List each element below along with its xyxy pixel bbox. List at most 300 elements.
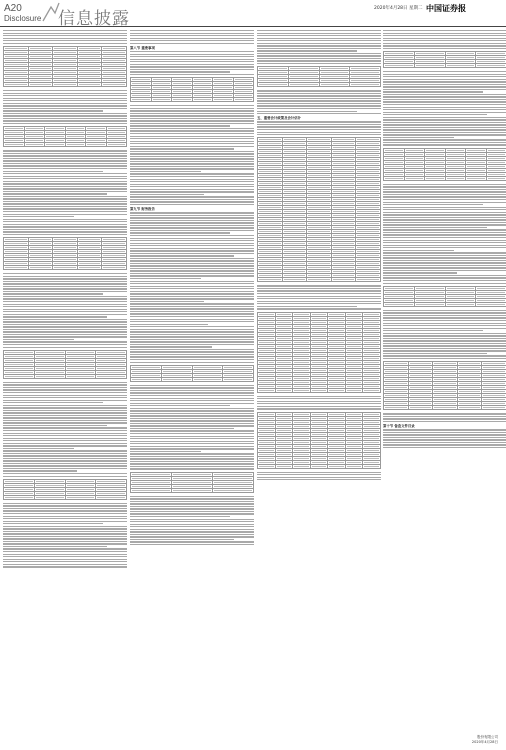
text-line [383,104,506,105]
text-line [3,168,127,169]
text-line [130,316,254,317]
text-line [257,298,381,299]
text-line [257,124,381,125]
data-table [3,46,127,87]
text-line [130,506,254,507]
text-line [130,227,254,228]
text-line [130,33,254,34]
text-line [130,168,254,169]
text-line [130,146,254,147]
data-table [3,479,127,500]
section-heading: 第八节 重要事项 [130,46,155,50]
text-line [3,476,127,477]
table-cell [96,495,127,499]
text-line [257,403,381,404]
table-cell [433,406,458,410]
text-line [383,204,483,205]
table-row [384,176,506,180]
text-line [3,566,127,567]
text-line [383,194,506,195]
table-cell [457,406,482,410]
text-line [130,59,254,60]
text-line [383,207,506,208]
table-cell [53,266,78,270]
text-line [383,112,506,113]
text-line [130,273,254,274]
text-line [3,513,127,514]
text-line [257,134,381,135]
text-line [130,334,254,335]
text-line [3,171,103,172]
table-cell [356,278,381,282]
text-line [3,278,127,279]
table-cell [384,406,409,410]
text-line [3,420,127,421]
text-line [130,418,254,419]
text-line [130,433,254,434]
text-line [130,526,254,527]
text-line [3,103,127,104]
data-table [3,350,127,379]
table-cell [363,388,381,392]
text-line [3,541,127,542]
text-line [3,43,127,44]
text-line [3,548,127,549]
text-line [130,430,254,431]
text-line [383,91,483,92]
text-line [383,432,506,433]
table-cell [131,488,172,492]
text-line [383,310,506,311]
text-line [130,123,254,124]
text-line [130,521,254,522]
text-line [130,496,254,497]
text-line [3,163,127,164]
text-line [130,336,254,337]
text-line [257,105,381,106]
text-line [3,38,127,39]
table-row [258,388,381,392]
table-cell [65,495,96,499]
text-line [3,443,127,444]
text-line [130,362,254,363]
text-line [3,559,127,560]
table-row [131,377,254,381]
text-line [130,405,230,406]
text-line [130,319,254,320]
masthead [0,0,506,29]
text-line [383,416,506,417]
table-cell [106,143,127,147]
newspaper-logo: 中国证券报 [426,3,466,13]
text-line [257,406,381,407]
text-line [3,410,127,411]
text-line [383,229,506,230]
text-line [130,136,254,137]
text-line [3,40,127,41]
text-line [130,148,234,149]
text-line [3,198,127,199]
text-line [3,425,107,426]
text-line [130,186,254,187]
text-line [130,56,254,57]
table-cell [192,377,223,381]
text-line [3,293,103,294]
data-table [257,66,381,87]
text-line [130,301,204,302]
text-line [3,30,127,31]
text-line [383,84,506,85]
text-line [130,329,254,330]
text-line [3,276,127,277]
text-line [383,270,506,271]
text-line [130,64,254,65]
table-cell [282,278,307,282]
text-line [3,150,127,151]
text-line [3,298,127,299]
text-line [3,564,127,565]
text-line [3,234,127,235]
text-line [3,183,127,184]
text-line [130,436,254,437]
text-line [383,202,506,203]
table-cell [275,464,293,468]
text-line [130,265,254,266]
text-line [257,100,381,101]
text-line [257,477,381,478]
table-cell [4,83,29,87]
table-cell [131,377,162,381]
text-line [130,539,234,540]
table-row [4,83,127,87]
text-line [383,312,506,313]
text-line [3,458,127,459]
text-line [257,55,381,56]
text-line [130,344,254,345]
table-cell [131,98,152,102]
table-cell [86,143,107,147]
text-line [383,447,506,448]
text-line [257,43,381,44]
text-line [3,221,127,222]
table-cell [34,374,65,378]
text-line [383,442,506,443]
text-line [3,531,127,532]
text-line [130,420,254,421]
text-line [383,418,506,419]
text-line [3,473,127,474]
text-line [383,330,483,331]
text-line [257,408,381,409]
text-line [130,326,254,327]
text-line [383,234,506,235]
text-line [257,108,381,109]
text-line [130,253,254,254]
table-cell [24,143,45,147]
masthead-rule [0,26,506,27]
text-line [383,232,506,233]
text-line [130,189,254,190]
table-cell [28,83,53,87]
text-line [257,45,381,46]
text-line [130,311,254,312]
text-line [130,120,254,121]
text-line [130,54,254,55]
text-line [3,123,127,124]
table-cell [310,464,328,468]
text-line [3,326,127,327]
table-cell [288,83,319,87]
text-line [3,153,127,154]
text-line [130,194,204,195]
text-line [130,461,254,462]
text-line [383,132,506,133]
text-line [3,100,127,101]
text-line [130,296,254,297]
text-line [130,138,254,139]
text-line [3,105,127,106]
text-line [3,214,127,215]
text-line [130,278,201,279]
section-title: 信息披露 [58,9,130,29]
text-line [130,508,254,509]
column-3 [257,30,381,482]
text-line [383,186,506,187]
text-line [3,226,127,227]
table-row [131,488,254,492]
text-line [257,60,381,61]
text-line [3,435,127,436]
text-line [3,528,127,529]
text-line [3,389,127,390]
table-cell [476,64,506,68]
text-line [383,114,487,115]
text-line [383,340,506,341]
text-line [3,329,127,330]
text-line [130,201,254,202]
text-line [3,224,127,225]
text-line [130,163,254,164]
text-line [3,115,127,116]
text-line [130,179,254,180]
text-line [383,343,506,344]
text-line [3,397,127,398]
text-line [383,189,506,190]
table-cell [151,98,172,102]
text-line [130,215,254,216]
table-cell [4,266,29,270]
text-line [257,301,381,302]
text-line [257,472,381,473]
text-line [130,40,254,41]
text-line [130,339,254,340]
text-line [130,503,254,504]
table-row [4,266,127,270]
text-line [3,283,127,284]
text-line [257,126,381,127]
text-line [130,191,254,192]
text-line [257,63,381,64]
text-line [130,240,254,241]
text-line [3,546,107,547]
data-table [257,412,381,469]
text-line [3,445,127,446]
text-line [3,113,127,114]
text-line [3,448,74,449]
text-line [3,296,127,297]
text-line [257,474,381,475]
text-line [3,395,127,396]
text-line [383,242,506,243]
text-line [130,151,254,152]
text-line [3,286,127,287]
text-line [3,412,127,413]
text-line [130,516,230,517]
text-line [130,105,254,106]
text-line [130,443,254,444]
text-line [130,541,254,542]
text-line [130,61,254,62]
text-line [3,33,127,34]
text-line [3,311,127,312]
table-row [4,143,127,147]
text-line [383,348,506,349]
text-line [257,303,381,304]
text-line [130,298,254,299]
text-line [383,437,506,438]
text-line [383,272,457,273]
text-line [130,130,254,131]
text-line [383,250,454,251]
text-line [3,191,127,192]
column-4 [383,30,506,450]
table-cell [482,406,506,410]
text-line [383,30,506,31]
footer-company: 股份有限公司 [477,735,498,739]
text-line [383,355,506,356]
table-cell [293,464,311,468]
text-line [130,313,254,314]
text-line [3,176,127,177]
text-line [130,458,254,459]
table-cell [384,302,415,306]
text-line [130,235,254,236]
text-line [130,51,254,52]
text-line [3,392,127,393]
text-line [3,301,127,302]
text-line [3,155,127,156]
text-line [257,53,381,54]
table-row [384,64,506,68]
text-line [3,556,127,557]
text-line [130,268,254,269]
text-line [383,240,506,241]
text-line [3,405,127,406]
text-line [3,273,127,274]
text-line [130,43,254,44]
text-line [257,33,381,34]
text-line [3,306,127,307]
text-line [130,260,254,261]
table-row [258,278,381,282]
text-line [257,95,381,96]
text-line [383,222,506,223]
data-table [383,286,506,307]
text-line [130,243,254,244]
text-line [383,45,506,46]
table-cell [53,83,78,87]
table-cell [293,388,311,392]
text-line [3,536,127,537]
table-cell [350,83,381,87]
table-cell [384,64,415,68]
text-line [3,551,127,552]
text-line [3,334,127,335]
text-line [383,76,506,77]
text-line [130,156,254,157]
text-line [3,216,74,217]
text-line [383,280,506,281]
text-line [3,288,127,289]
text-line [130,415,254,416]
text-line [130,354,254,355]
text-line [130,413,254,414]
text-line [383,328,506,329]
text-line [257,296,381,297]
text-line [383,325,506,326]
text-line [383,119,506,120]
text-line [383,421,506,422]
text-line [383,101,506,102]
text-line [3,211,127,212]
table-cell [408,406,433,410]
table-cell [466,176,487,180]
text-line [130,359,254,360]
text-line [383,81,506,82]
text-line [130,453,254,454]
text-line [383,227,487,228]
text-line [130,544,254,545]
text-line [3,468,127,469]
text-line [130,222,254,223]
text-line [383,199,506,200]
table-cell [4,495,35,499]
text-line [130,400,254,401]
text-line [130,217,254,218]
text-line [383,139,506,140]
text-line [383,191,506,192]
table-cell [258,388,276,392]
text-line [130,143,254,144]
text-line [130,141,254,142]
text-line [383,79,506,80]
text-line [383,144,506,145]
text-line [383,137,454,138]
text-line [130,324,208,325]
text-line [3,433,127,434]
text-line [3,158,127,159]
table-cell [77,83,102,87]
data-table [3,237,127,270]
text-line [383,413,506,414]
table-cell [45,143,66,147]
section-heading: 五、重要会计政策及会计估计 [257,116,302,121]
text-line [383,257,506,258]
text-line [383,184,506,185]
text-line [3,173,127,174]
text-line [3,314,127,315]
text-line [130,519,254,520]
